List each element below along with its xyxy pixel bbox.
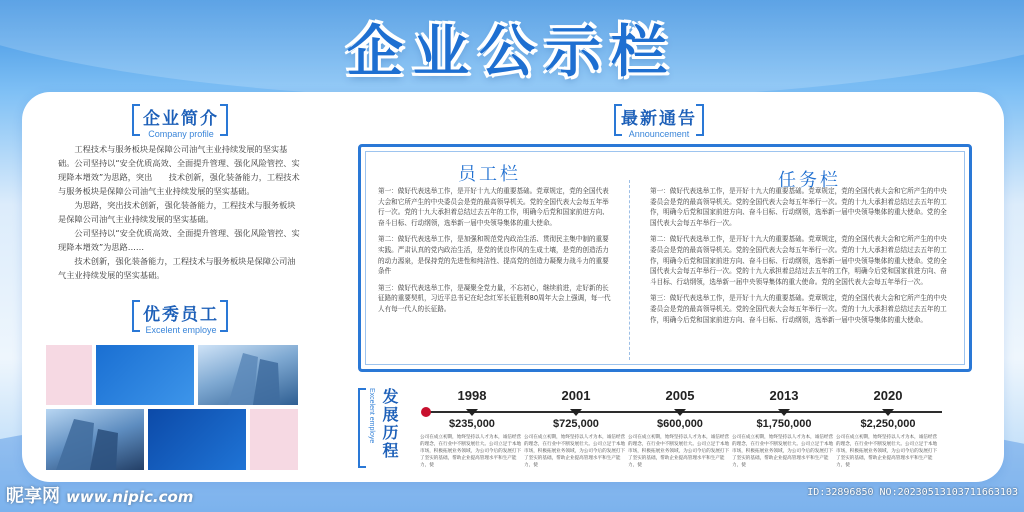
timeline-item xyxy=(732,388,836,469)
photo-tile-pink xyxy=(250,409,298,470)
column-divider xyxy=(629,180,630,360)
watermark-id: ID:32896850 NO:20230513103711663103 xyxy=(807,487,1018,498)
timeline-year: 2013 xyxy=(769,388,799,403)
watermark-logo xyxy=(6,482,193,508)
timeline-title: 发展历程 xyxy=(380,388,399,460)
building-icon xyxy=(46,409,144,470)
task-paragraph: 第一：做好代表选举工作，是开好十九大的重要基础。党章规定，党的全国代表大会和它所产生的中央委员会是党的最高领导机关。党的全国代表大会每五年举行一次。党的十九大承担着总结过去五年的工作，明确今后党和国家前进方向、奋斗目标、行动纲领，选举新一届中央领导集体的重大使命。党的全国代表大会每五年举行一次。 xyxy=(650,187,947,227)
task-paragraph: 第三：做好代表选举工作，是开好十九大的重要基础。党章规定，党的全国代表大会和它所产生的中央委员会是党的最高领导机关。党的全国代表大会每五年举行一次。党的十九大承担着总结过去五年的工作，明确今后党和国家前进方向、奋斗目标、行动纲领，选举新一届中央领导集体的重大使命。 xyxy=(650,294,947,324)
timeline-marker xyxy=(778,409,790,416)
watermark-brand: 昵享网 xyxy=(6,486,60,507)
task-column-text xyxy=(650,186,950,331)
timeline-amount: $2,250,000 xyxy=(860,418,916,430)
staff-paragraph: 第一：做好代表选举工作，是开好十九大的重要基础。党章规定，党的全国代表大会和它所产生的中央委员会是党的最高领导机关。党的全国代表大会每五年举行一次。党的十九大承担着总结过去五年的工作，明确今后党和国家前进方向、奋斗目标、行动纲领，选举新一届中央领导集体的重大使命。 xyxy=(378,187,609,227)
timeline-year: 2020 xyxy=(873,388,903,403)
timeline-year: 1998 xyxy=(457,388,487,403)
building-photo xyxy=(198,345,298,405)
profile-paragraph: 工程技术与服务板块是保障公司油气主业持续发展的坚实基础。公司坚持以“安全优质高效、全面提升管理、强化风险管控、实现降本增效”为思路，突出 技术创新，强化装备能力，工程技术与服务板块是保障公司油气主业持续发展的坚实基础。 xyxy=(58,144,300,196)
timeline-amount: $235,000 xyxy=(449,418,495,430)
timeline-item xyxy=(420,388,524,469)
staff-paragraph: 第二：做好代表选举工作，是加强和规范党内政治生活、贯彻民主集中制的重要实践。严肃认真的党内政治生活，是党的优良作风的生成土壤，是党的创造活力的动力源泉，是保持党的先进性和纯洁性、提高党的创造力凝聚力战斗力的重要条件 xyxy=(378,235,609,276)
photo-tile-blue xyxy=(96,345,194,405)
excellent-staff-title: 优秀员工 xyxy=(143,305,219,325)
timeline-marker xyxy=(570,409,582,416)
company-profile-text xyxy=(58,142,300,282)
profile-paragraph: 为思路，突出技术创新，强化装备能力，工程技术与服务板块是保障公司油气主业持续发展的坚实基础。 xyxy=(58,200,296,224)
staff-column-text xyxy=(378,186,614,321)
announcement-subtitle: Announcement xyxy=(628,129,690,139)
profile-paragraph: 技术创新，强化装备能力，工程技术与服务板块是保障公司油气主业持续发展的坚实基础。 xyxy=(58,256,296,280)
timeline-marker xyxy=(466,409,478,416)
timeline-bracket xyxy=(358,388,366,468)
timeline-subtitle: Excelent employe xyxy=(368,388,375,444)
page-title: 企业公示栏 xyxy=(347,20,677,85)
timeline-item xyxy=(836,388,940,469)
building-icon xyxy=(198,345,298,405)
timeline-description: 公司在成立初期，始终坚持以人才为本，诚信经营的理念，在行业中不断发展壮大。公司立足于本地市场，积极拓展业务领域，为公司今后的发展打下了坚实的基础，帮助企业提高管理水平和生产能力，使 xyxy=(420,435,522,468)
task-column-title: 任务栏 xyxy=(778,170,841,191)
company-profile-heading xyxy=(136,104,226,139)
photo-tile-deep-blue xyxy=(148,409,246,470)
profile-paragraph: 公司坚持以“安全优质高效、全面提升管理、强化风险管控、实现降本增效”为思路…… xyxy=(58,228,300,252)
timeline-item xyxy=(524,388,628,469)
timeline-amount: $725,000 xyxy=(553,418,599,430)
timeline-item xyxy=(628,388,732,469)
timeline-description: 公司在成立初期，始终坚持以人才为本，诚信经营的理念，在行业中不断发展壮大。公司立足于本地市场，积极拓展业务领域，为公司今后的发展打下了坚实的基础，帮助企业提高管理水平和生产能力，使 xyxy=(628,435,730,468)
announcement-title: 最新通告 xyxy=(621,109,697,129)
timeline-year: 2001 xyxy=(561,388,591,403)
timeline-description: 公司在成立初期，始终坚持以人才为本，诚信经营的理念，在行业中不断发展壮大。公司立足于本地市场，积极拓展业务领域，为公司今后的发展打下了坚实的基础，帮助企业提高管理水平和生产能力，使 xyxy=(524,435,626,468)
building-photo xyxy=(46,409,144,470)
timeline-description: 公司在成立初期，始终坚持以人才为本，诚信经营的理念，在行业中不断发展壮大。公司立足于本地市场，积极拓展业务领域，为公司今后的发展打下了坚实的基础，帮助企业提高管理水平和生产能力，使 xyxy=(732,435,834,468)
photo-tile-pink xyxy=(46,345,92,405)
timeline-amount: $1,750,000 xyxy=(756,418,812,430)
timeline-description: 公司在成立初期，始终坚持以人才为本，诚信经营的理念，在行业中不断发展壮大。公司立足于本地市场，积极拓展业务领域，为公司今后的发展打下了坚实的基础，帮助企业提高管理水平和生产能力，使 xyxy=(836,435,938,468)
timeline-label xyxy=(358,388,404,468)
staff-paragraph: 第三：做好代表选举工作，是凝聚全党力量，不忘初心，继续前进，走好新的长征路的重要契机，习近平总书记在纪念红军长征胜利80周年大会上强调，每一代人有每一代人的长征路。 xyxy=(378,283,611,313)
excellent-staff-heading xyxy=(136,300,226,335)
staff-column-title: 员工栏 xyxy=(458,164,521,185)
timeline-marker xyxy=(674,409,686,416)
excellent-staff-subtitle: Excelent employe xyxy=(145,325,217,335)
staff-photo-grid xyxy=(46,345,298,470)
company-profile-subtitle: Company profile xyxy=(148,129,214,139)
announcement-heading xyxy=(616,104,702,139)
timeline-marker xyxy=(882,409,894,416)
company-profile-title: 企业简介 xyxy=(143,109,219,129)
task-paragraph: 第二：做好代表选举工作，是开好十九大的重要基础。党章规定，党的全国代表大会和它所产生的中央委员会是党的最高领导机关。党的全国代表大会每五年举行一次。党的十九大承担着总结过去五年的工作，明确今后党和国家前进方向、奋斗目标、行动纲领，选举新一届中央领导集体的重大使命。党的全国代表大会每五年举行一次。党的十九大承担着总结过去五年的工作，明确今后党和国家前进方向、奋斗目标、行动纲领，选举新一届中央领导集体的重大使命。党的全国代表大会每五年举行一次。 xyxy=(650,235,947,286)
timeline-amount: $600,000 xyxy=(657,418,703,430)
timeline-year: 2005 xyxy=(665,388,695,403)
watermark-url: www.nipic.com xyxy=(66,488,194,506)
